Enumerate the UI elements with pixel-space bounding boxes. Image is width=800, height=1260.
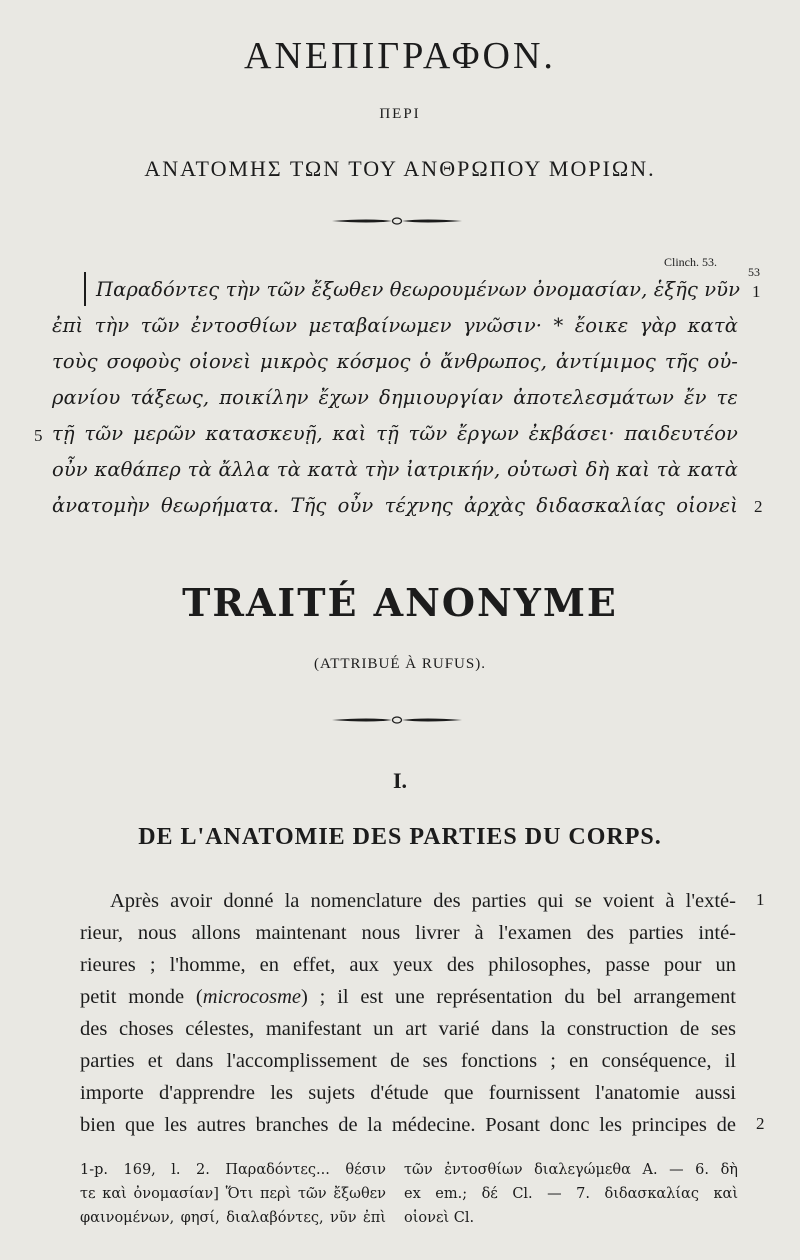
french-line: rieur, nous allons maintenant nous livrer à l'examen des parties inté- (80, 922, 736, 944)
greek-line: ἀνατομὴν θεωρήματα. Τῆς οὖν τέχνης ἀρχὰς διδασκαλίας οἱονεὶ (52, 494, 738, 517)
section-title: DE L'ANATOMIE DES PARTIES DU CORPS. (138, 824, 662, 850)
french-line: des choses célestes, manifestant un art varié dans la construction de ses (80, 1018, 736, 1040)
french-title: TRAITÉ ANONYME (182, 580, 618, 625)
greek-line: Παραδόντες τὴν τῶν ἔξωθεν θεωρουμένων ὀνομασίαν, ἑξῆς νῦν (96, 278, 741, 301)
text-start-bar (84, 272, 86, 306)
french-line (80, 986, 736, 1009)
french-line: Après avoir donné la nomenclature des parties qui se voient à l'exté- (110, 890, 736, 912)
margin-number: 2 (754, 497, 763, 516)
margin-number: 1 (756, 890, 765, 909)
footnote-right-line: οἱονεὶ Cl. (404, 1210, 475, 1226)
greek-line: ἐπὶ τὴν τῶν ἐντοσθίων μεταβαίνωμεν γνῶσιν· * ἔοικε γὰρ κατὰ (52, 314, 738, 337)
greek-line: οὖν καθάπερ τὰ ἄλλα τὰ κατὰ τὴν ἰατρικήν, οὑτωσὶ δὴ καὶ τὰ κατὰ (52, 458, 738, 481)
greek-line: ρανίου τάξεως, ποικίλην ἔχων δημιουργίαν ἀποτελεσμάτων ἔν τε (52, 386, 738, 409)
margin-number: 1 (752, 282, 761, 301)
margin-number: 2 (756, 1114, 765, 1133)
footnote-left-line: 1-p. 169, l. 2. Παραδόντες... θέσιν (80, 1162, 386, 1178)
line-number: 5 (34, 426, 43, 445)
footnote-left-line: φαινομένων, φησί, διαλαβόντες, νῦν ἐπὶ (80, 1210, 386, 1226)
footnote-left-line: τε καὶ ὀνομασίαν] Ὅτι περὶ τῶν ἔξωθεν (80, 1186, 386, 1202)
margin-ref-53: 53 (748, 265, 760, 279)
footnote-right-line: ex em.; δέ Cl. — 7. διδασκαλίας καὶ (404, 1186, 738, 1202)
french-line-part: ) ; il est une représentation du bel arrangement (301, 986, 736, 1008)
french-italic-term: microcosme (202, 986, 302, 1008)
clinch-reference: Clinch. 53. (664, 255, 717, 269)
french-subtitle: (ATTRIBUÉ À RUFUS). (314, 656, 486, 672)
greek-title: ΑΝΕΠΙΓΡΑΦΟΝ. (244, 35, 556, 77)
greek-line: τῇ τῶν μερῶν κατασκευῇ, καὶ τῇ τῶν ἔργων ἐκβάσει· παιδευτέον (52, 422, 738, 445)
french-line: rieures ; l'homme, en effet, aux yeux des philosophes, passe pour un (80, 954, 736, 976)
french-line: bien que les autres branches de la médecine. Posant donc les principes de (80, 1114, 736, 1136)
footnote-right-line: τῶν ἐντοσθίων διαλεγώμεθα A. — 6. δὴ (404, 1162, 738, 1178)
greek-subtitle: ΠΕΡΙ (379, 106, 421, 122)
section-number: I. (392, 768, 408, 793)
ornament-rule-bottom (330, 714, 464, 726)
greek-line: τοὺς σοφοὺς οἱονεὶ μικρὸς κόσμος ὁ ἄνθρωπος, ἀντίμιμος τῆς οὐ- (52, 350, 738, 373)
french-line: importe d'apprendre les sujets d'étude que fournissent l'anatomie aussi (80, 1082, 736, 1104)
greek-title-line2: ΑΝΑΤΟΜΗΣ ΤΩΝ ΤΟΥ ΑΝΘΡΩΠΟΥ ΜΟΡΙΩΝ. (144, 156, 656, 181)
ornament-rule-top (330, 215, 464, 227)
french-line: parties et dans l'accomplissement de ses fonctions ; en conséquence, il (80, 1050, 736, 1072)
french-line-part: petit monde ( (80, 986, 203, 1008)
